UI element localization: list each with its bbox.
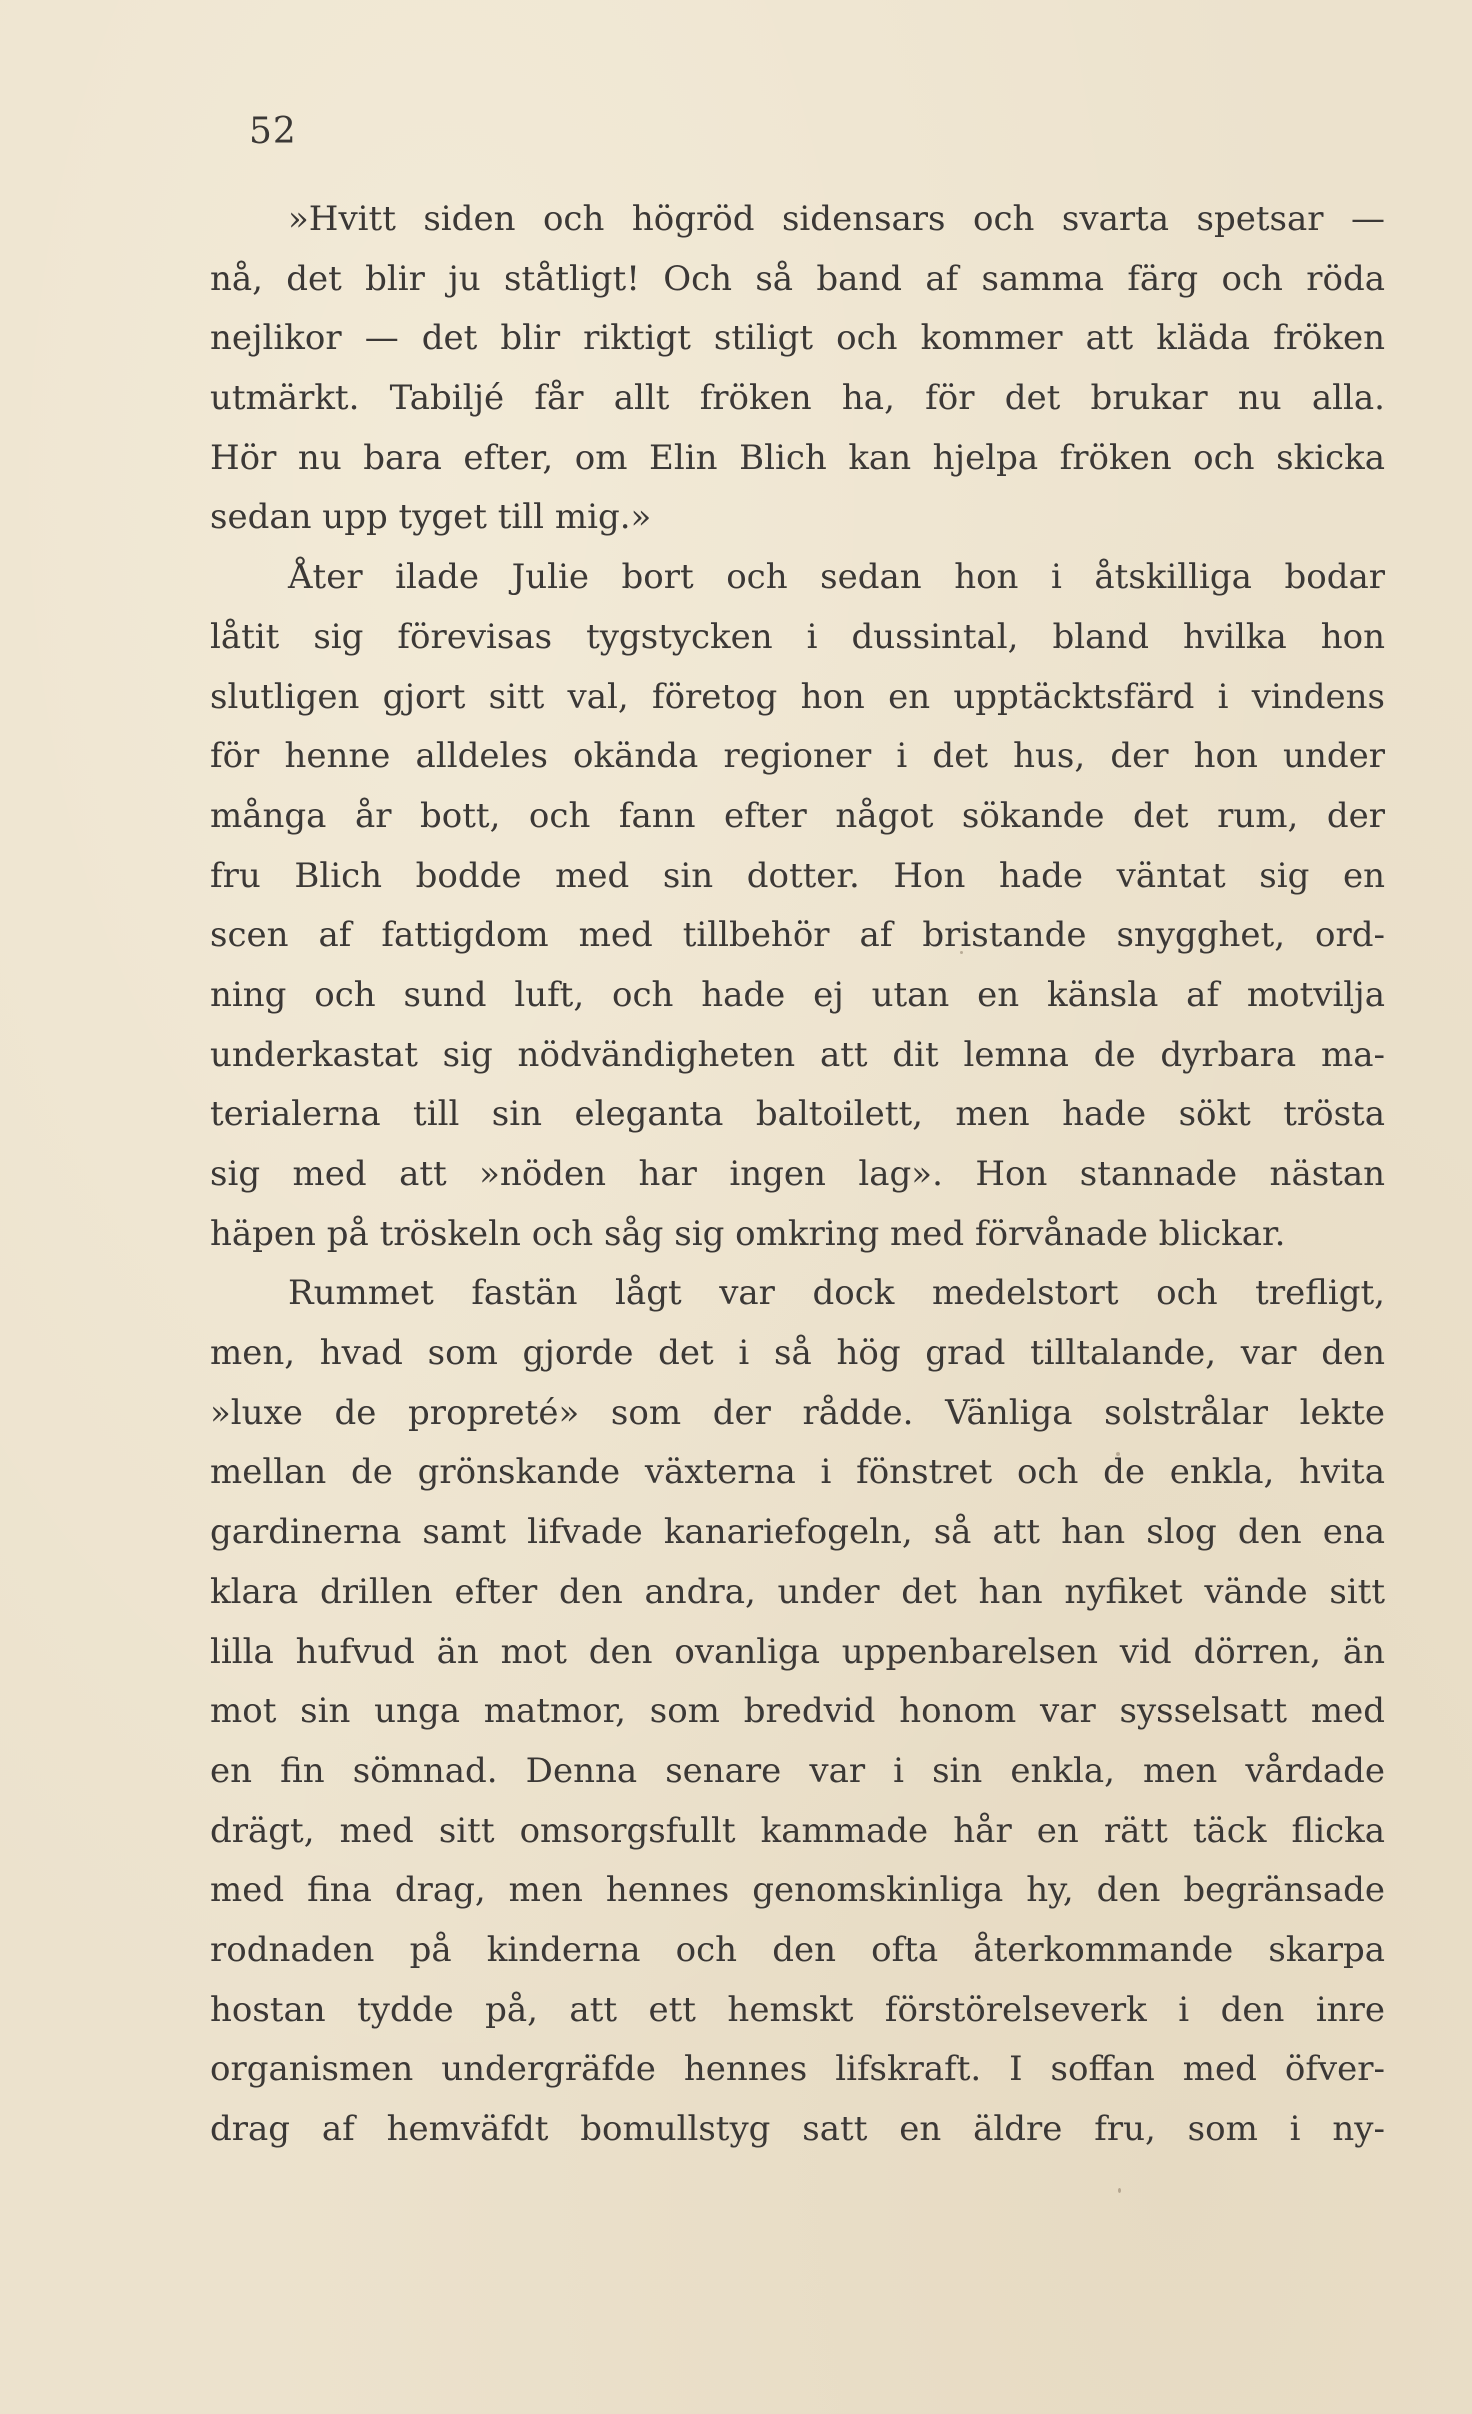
text-line: fru Blich bodde med sin dotter. Hon hade väntat sig en bbox=[210, 855, 1385, 896]
text-line: mot sin unga matmor, som bredvid honom var sysselsatt med bbox=[210, 1691, 1385, 1732]
text-line: hostan tydde på, att ett hemskt förstörelseverk i den inre bbox=[210, 1989, 1385, 2030]
text-line: drägt, med sitt omsorgsfullt kammade hår en rätt täck flicka bbox=[210, 1810, 1385, 1851]
text-line: drag af hemväfdt bomullstyg satt en äldre fru, som i ny- bbox=[210, 2109, 1385, 2149]
text-line: slutligen gjort sitt val, företog hon en upptäcktsfärd i vindens bbox=[210, 676, 1385, 717]
text-line: lilla hufvud än mot den ovanliga uppenbarelsen vid dörren, än bbox=[210, 1631, 1385, 1672]
text-line: med fina drag, men hennes genomskinliga hy, den begränsade bbox=[210, 1870, 1385, 1911]
text-line: nå, det blir ju ståtligt! Och så band af samma färg och röda bbox=[210, 258, 1385, 299]
text-line: för henne alldeles okända regioner i det hus, der hon under bbox=[210, 736, 1385, 777]
text-line: rodnaden på kinderna och den ofta återkommande skarpa bbox=[210, 1929, 1385, 1970]
text-line: klara drillen efter den andra, under det han nyfiket vände sitt bbox=[210, 1571, 1385, 1612]
text-line: utmärkt. Tabiljé får allt fröken ha, för det brukar nu alla. bbox=[210, 378, 1385, 419]
text-line: »Hvitt siden och högröd sidensars och svarta spetsar — bbox=[288, 199, 1385, 239]
text-line: sedan upp tyget till mig.» bbox=[210, 497, 652, 538]
text-line: Åter ilade Julie bort och sedan hon i åtskilliga bodar bbox=[288, 557, 1385, 598]
text-line: sig med att »nöden har ingen lag». Hon stannade nästan bbox=[210, 1154, 1385, 1194]
paper-speck bbox=[1118, 2188, 1121, 2193]
text-line: scen af fattigdom med tillbehör af bristande snygghet, ord- bbox=[210, 915, 1385, 956]
text-line: Hör nu bara efter, om Elin Blich kan hjelpa fröken och skicka bbox=[210, 437, 1385, 478]
text-line: ning och sund luft, och hade ej utan en känsla af motvilja bbox=[210, 974, 1385, 1015]
text-line: låtit sig förevisas tygstycken i dussintal, bland hvilka hon bbox=[210, 616, 1385, 657]
text-line: terialerna till sin eleganta baltoilett, men hade sökt trösta bbox=[210, 1094, 1385, 1135]
paper-speck bbox=[1116, 1452, 1120, 1456]
text-line: nejlikor — det blir riktigt stiligt och kommer att kläda fröken bbox=[210, 318, 1385, 359]
page-number: 52 bbox=[249, 111, 297, 152]
paper-speck bbox=[960, 951, 963, 954]
text-line: mellan de grönskande växterna i fönstret och de enkla, hvita bbox=[210, 1452, 1385, 1493]
text-line: många år bott, och fann efter något sökande det rum, der bbox=[210, 795, 1385, 836]
text-line: »luxe de propreté» som der rådde. Vänliga solstrålar lekte bbox=[210, 1392, 1385, 1433]
text-line: en fin sömnad. Denna senare var i sin enkla, men vårdade bbox=[210, 1750, 1385, 1791]
body-text bbox=[210, 190, 1385, 2160]
text-line: Rummet fastän lågt var dock medelstort och trefligt, bbox=[288, 1273, 1385, 1314]
text-line: häpen på tröskeln och såg sig omkring med förvånade blickar. bbox=[210, 1213, 1286, 1254]
text-line: organismen undergräfde hennes lifskraft. I soffan med öfver- bbox=[210, 2049, 1385, 2090]
text-line: underkastat sig nödvändigheten att dit lemna de dyrbara ma- bbox=[210, 1034, 1385, 1075]
text-line: men, hvad som gjorde det i så hög grad tilltalande, var den bbox=[210, 1333, 1385, 1374]
text-line: gardinerna samt lifvade kanariefogeln, så att han slog den ena bbox=[210, 1512, 1385, 1553]
